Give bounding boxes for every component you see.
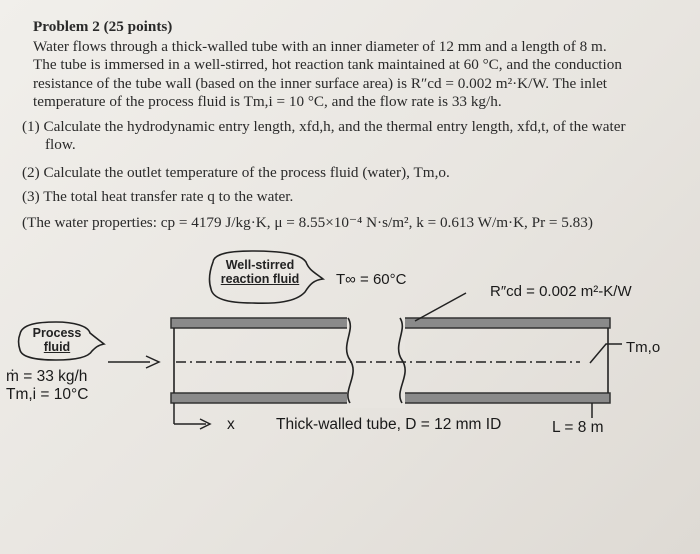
length-label: L = 8 m: [552, 419, 604, 436]
tube-label: Thick-walled tube, D = 12 mm ID: [276, 416, 502, 433]
tank-bubble-label: Well-stirred reaction fluid: [220, 258, 300, 286]
question-2: (2) Calculate the outlet temperature of the process fluid (water), Tm,o.: [22, 164, 450, 181]
question-1-line-1: (1) Calculate the hydrodynamic entry length, xfd,h, and the thermal entry length, xfd,t, of the water: [22, 118, 626, 135]
rcd-label: R″cd = 0.002 m²-K/W: [490, 283, 632, 300]
inlet-temp-label: Tm,i = 10°C: [6, 386, 89, 403]
intro-line-3: resistance of the tube wall (based on the inner surface area) is R″cd = 0.002 m²·K/W. The inlet: [33, 75, 608, 92]
mass-flow-label: ṁ = 33 kg/h: [6, 368, 88, 385]
tmo-leader: [590, 344, 622, 363]
x-axis-label: x: [227, 416, 235, 433]
water-properties: (The water properties: cp = 4179 J/kg·K, μ = 8.55×10⁻⁴ N·s/m², k = 0.613 W/m·K, Pr = 5.83): [22, 214, 593, 231]
intro-line-1: Water flows through a thick-walled tube with an inner diameter of 12 mm and a length of 8 m.: [33, 38, 607, 55]
problem-title: Problem 2 (25 points): [33, 18, 173, 35]
process-bubble-label: Process fluid: [32, 326, 82, 354]
rcd-leader: [415, 293, 466, 321]
t-infinity-label: T∞ = 60°C: [336, 271, 407, 288]
intro-line-4: temperature of the process fluid is Tm,i = 10 °C, and the flow rate is 33 kg/h.: [33, 93, 502, 110]
intro-line-2: The tube is immersed in a well-stirred, hot reaction tank maintained at 60 °C, and the conduction: [33, 56, 622, 73]
outlet-temp-label: Tm,o: [626, 339, 661, 356]
question-3: (3) The total heat transfer rate q to the water.: [22, 188, 294, 205]
question-1-line-2: flow.: [45, 136, 76, 153]
